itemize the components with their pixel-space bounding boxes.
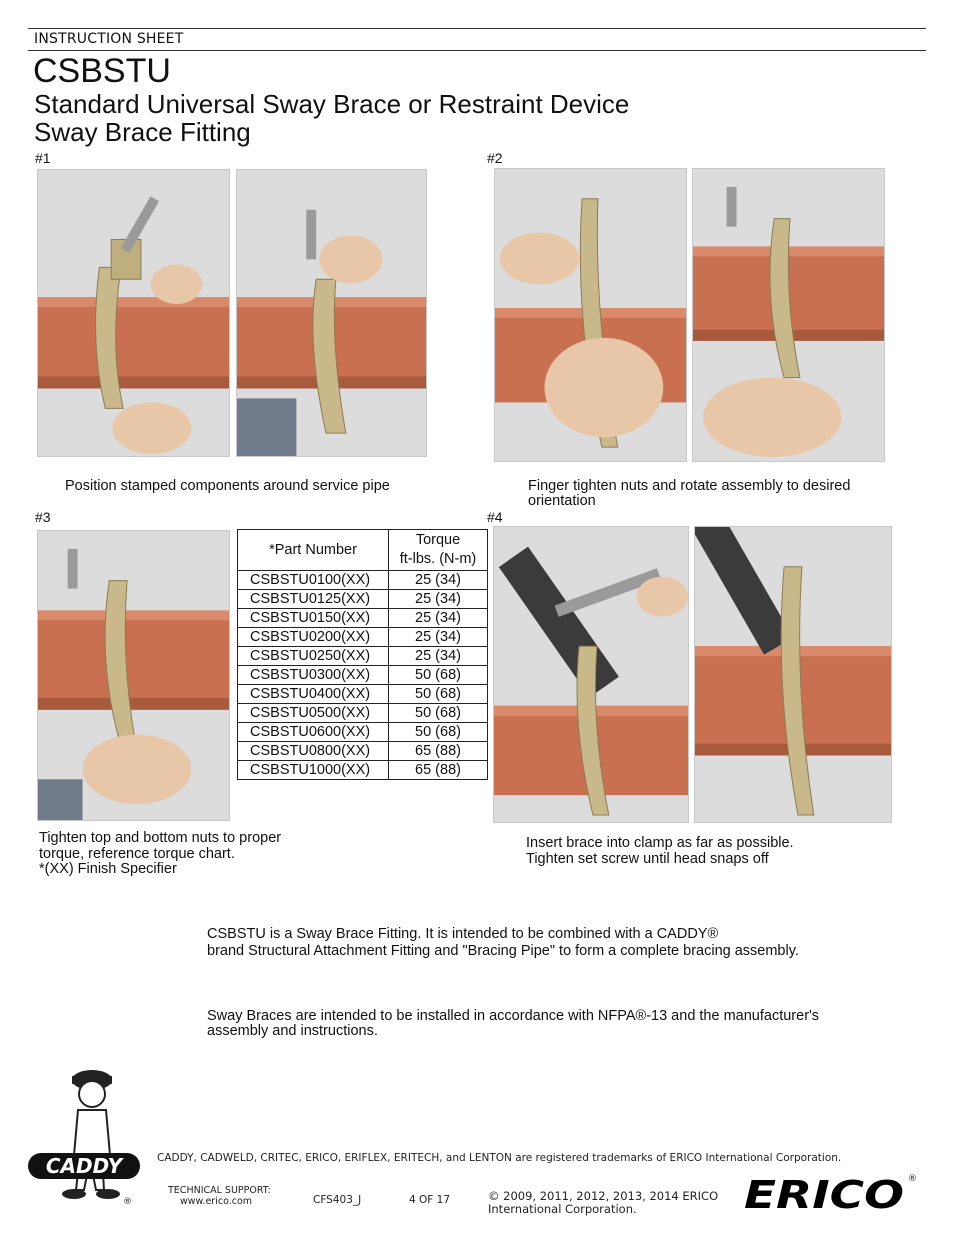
part-number-cell: CSBSTU0800(XX)	[238, 742, 389, 761]
torque-cell: 65 (88)	[389, 742, 488, 761]
table-row	[238, 647, 488, 666]
step-4-photo-a	[493, 526, 689, 823]
part-number-cell: CSBSTU0250(XX)	[238, 647, 389, 666]
finish-specifier-note: *(XX) Finish Specifier	[39, 861, 177, 877]
page-title: CSBSTU	[33, 52, 171, 90]
torque-cell: 25 (34)	[389, 628, 488, 647]
support-url-link[interactable]: www.erico.com	[180, 1196, 253, 1207]
step-3-caption-line-2: torque, reference torque chart.	[39, 846, 235, 862]
table-row	[238, 704, 488, 723]
note-2-line-2: assembly and instructions.	[207, 1023, 378, 1039]
step-2-number: #2	[487, 150, 503, 166]
table-row	[238, 723, 488, 742]
step-1-caption: Position stamped components around service pipe	[65, 478, 390, 494]
table-row	[238, 571, 488, 590]
note-1-line-2: brand Structural Attachment Fitting and "Bracing Pipe" to form a complete bracing assembly.	[207, 943, 799, 959]
torque-cell: 25 (34)	[389, 647, 488, 666]
caddy-registered-mark: ®	[123, 1197, 132, 1207]
torque-cell: 50 (68)	[389, 685, 488, 704]
step-4-number: #4	[487, 509, 503, 525]
header-rule	[28, 50, 926, 51]
table-row	[238, 590, 488, 609]
step-2-caption-line-2: orientation	[528, 493, 596, 509]
part-number-cell: CSBSTU0400(XX)	[238, 685, 389, 704]
page-subtitle-2: Sway Brace Fitting	[34, 117, 251, 147]
erico-registered-mark: ®	[908, 1174, 917, 1184]
table-row	[238, 609, 488, 628]
torque-cell: 50 (68)	[389, 723, 488, 742]
part-number-cell: CSBSTU0150(XX)	[238, 609, 389, 628]
document-code: CFS403_J	[313, 1194, 362, 1206]
torque-cell: 25 (34)	[389, 609, 488, 628]
table-row	[238, 628, 488, 647]
torque-cell: 50 (68)	[389, 666, 488, 685]
table-row	[238, 666, 488, 685]
table-row	[238, 761, 488, 780]
sheet-label: INSTRUCTION SHEET	[34, 31, 184, 47]
step-4-caption-line-1: Insert brace into clamp as far as possible.	[526, 835, 794, 851]
erico-logo	[742, 1172, 912, 1214]
step-1-photo-a	[37, 169, 230, 457]
erico-logo-text: ERICO	[744, 1173, 904, 1214]
caddy-logo-text: CADDY	[45, 1154, 123, 1178]
step-2-photo-a	[494, 168, 687, 462]
step-4-photo-b	[694, 526, 892, 823]
column-header-part-number: *Part Number	[238, 530, 389, 571]
step-3-photo	[37, 530, 230, 821]
part-number-cell: CSBSTU1000(XX)	[238, 761, 389, 780]
part-number-cell: CSBSTU0300(XX)	[238, 666, 389, 685]
torque-cell: 25 (34)	[389, 571, 488, 590]
step-3-number: #3	[35, 509, 51, 525]
part-number-cell: CSBSTU0125(XX)	[238, 590, 389, 609]
tech-support-label: TECHNICAL SUPPORT:	[168, 1185, 271, 1196]
note-1-line-1: CSBSTU is a Sway Brace Fitting. It is intended to be combined with a CADDY®	[207, 926, 719, 942]
step-2-caption-line-1: Finger tighten nuts and rotate assembly to desired	[528, 478, 851, 494]
step-3-caption-line-1: Tighten top and bottom nuts to proper	[39, 830, 282, 846]
part-number-cell: CSBSTU0200(XX)	[238, 628, 389, 647]
part-number-cell: CSBSTU0500(XX)	[238, 704, 389, 723]
part-number-cell: CSBSTU0100(XX)	[238, 571, 389, 590]
caddy-mascot-logo	[24, 1060, 144, 1210]
note-2-line-1: Sway Braces are intended to be installed in accordance with NFPA®-13 and the manufacturer's	[207, 1008, 820, 1024]
trademark-notice: CADDY, CADWELD, CRITEC, ERICO, ERIFLEX, ERITECH, and LENTON are registered trademarks of ERICO International Corporation.	[157, 1152, 842, 1164]
torque-table	[237, 529, 488, 780]
column-header-torque	[389, 530, 488, 571]
page-number: 4 OF 17	[409, 1194, 451, 1206]
torque-cell: 25 (34)	[389, 590, 488, 609]
table-row	[238, 685, 488, 704]
torque-header-line-1: Torque	[415, 532, 461, 548]
page-subtitle-1: Standard Universal Sway Brace or Restraint Device	[34, 89, 630, 119]
torque-cell: 50 (68)	[389, 704, 488, 723]
step-4-caption-line-2: Tighten set screw until head snaps off	[526, 851, 769, 867]
part-number-cell: CSBSTU0600(XX)	[238, 723, 389, 742]
step-2-photo-b	[692, 168, 885, 462]
copyright-line-2: International Corporation.	[488, 1202, 637, 1216]
torque-header-line-2: ft-lbs. (N-m)	[399, 551, 477, 567]
torque-table-header-row	[238, 530, 488, 571]
top-rule	[28, 28, 926, 29]
step-1-number: #1	[35, 150, 51, 166]
torque-cell: 65 (88)	[389, 761, 488, 780]
step-1-photo-b	[236, 169, 427, 457]
table-row	[238, 742, 488, 761]
copyright-line-1: © 2009, 2011, 2012, 2013, 2014 ERICO	[488, 1189, 719, 1203]
